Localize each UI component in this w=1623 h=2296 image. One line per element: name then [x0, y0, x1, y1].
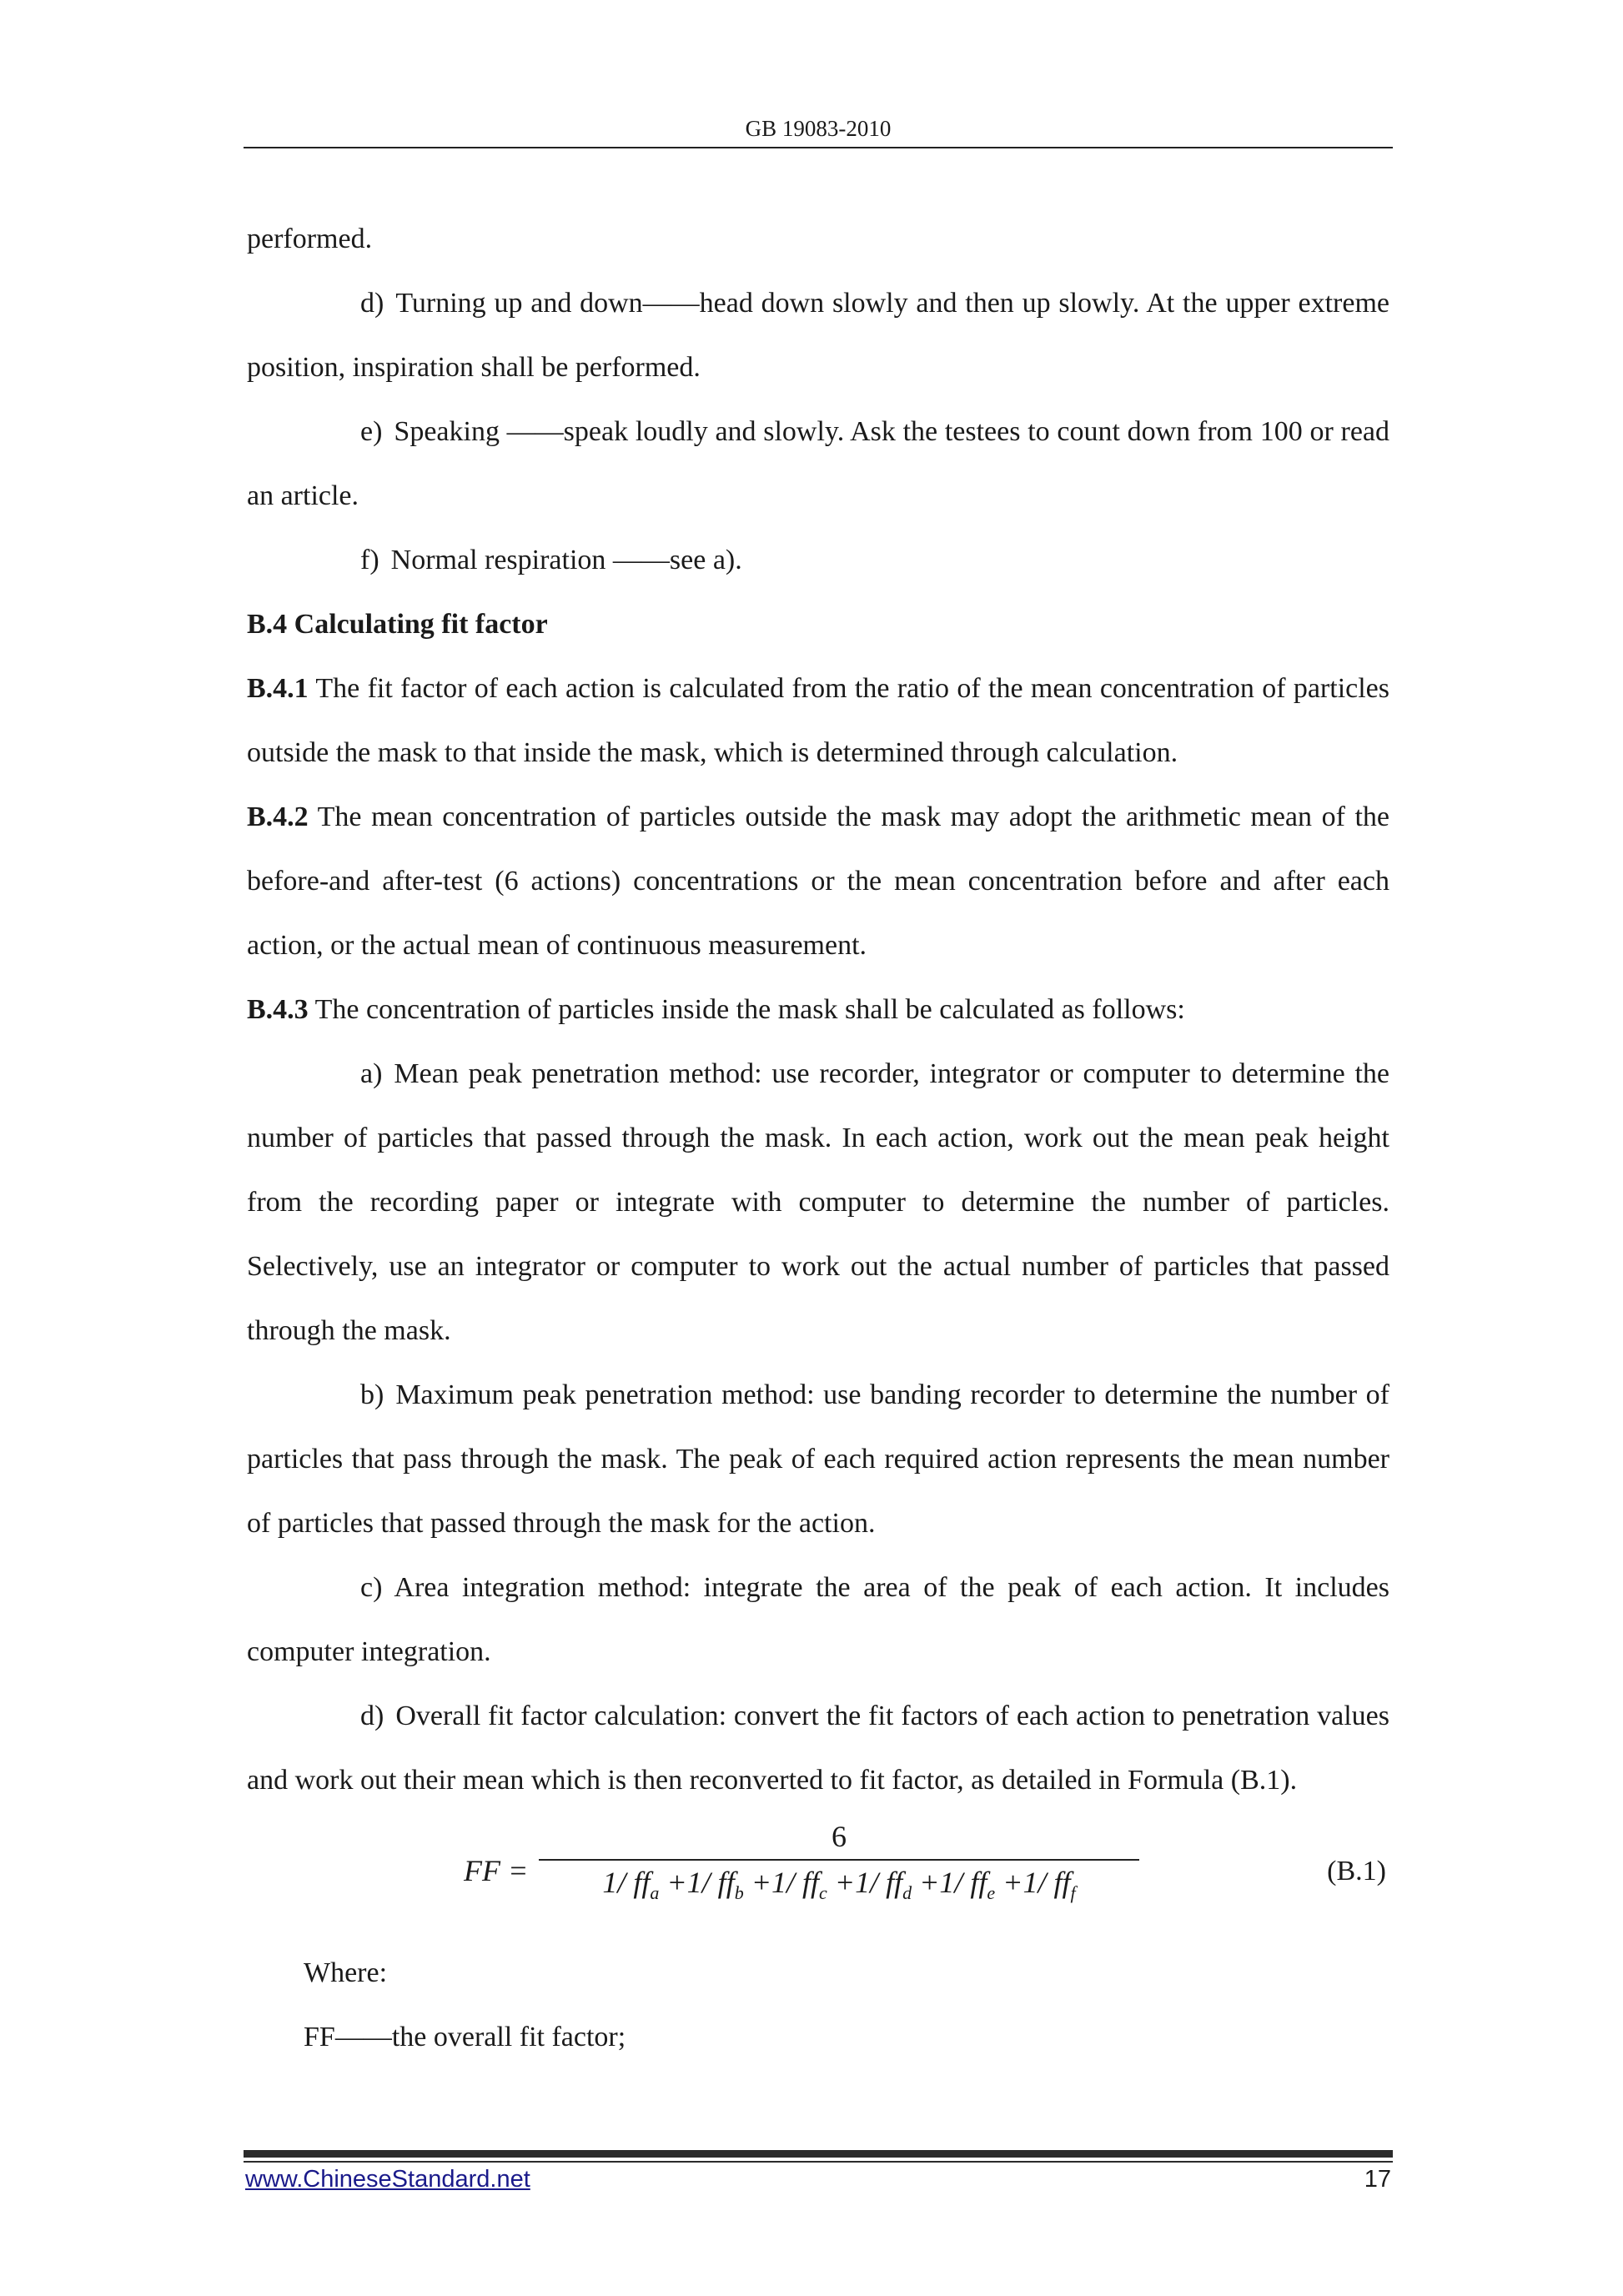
- list-text: Area integration method: integrate the area of the peak of each action. It includes computer integration.: [247, 1572, 1389, 1667]
- list-text: Maximum peak penetration method: use banding recorder to determine the number of particles that pass through the mask. The peak of each required action represents the mean number of particles that passed through the mask for the action.: [247, 1379, 1389, 1539]
- term-base: +1/ ff: [912, 1866, 987, 1899]
- list-item-c-area: [247, 1555, 1389, 1684]
- clause-number: B.4.2: [247, 801, 309, 832]
- document-code-header: GB 19083-2010: [745, 116, 892, 141]
- footer-divider-thick: [244, 2150, 1393, 2158]
- list-label: a): [360, 1058, 383, 1089]
- clause-b42: [247, 785, 1389, 977]
- term-subscript: b: [734, 1882, 744, 1904]
- list-label: c): [360, 1572, 383, 1603]
- term-subscript: a: [650, 1882, 660, 1904]
- formula-term: [995, 1866, 1076, 1904]
- header-divider: [244, 147, 1393, 148]
- list-label: f): [360, 545, 379, 575]
- list-text: Normal respiration ——see a).: [390, 545, 742, 575]
- continued-paragraph: performed.: [247, 224, 373, 254]
- formula-term: [912, 1866, 996, 1904]
- formula-term: [602, 1866, 660, 1904]
- fraction-bar: [539, 1859, 1139, 1861]
- list-item-a-mean-peak: [247, 1042, 1389, 1363]
- list-item-b-max-peak: [247, 1363, 1389, 1555]
- list-label: e): [360, 416, 383, 447]
- list-text: Overall fit factor calculation: convert the fit factors of each action to penetration values and work out their mean which is then reconverted to fit factor, as detailed in Formula (B.1).: [247, 1701, 1389, 1796]
- list-item-f-respiration: [247, 528, 1389, 592]
- term-base: 1/ ff: [602, 1866, 651, 1899]
- clause-number: B.4.3: [247, 994, 309, 1025]
- clause-number: B.4.1: [247, 673, 309, 704]
- list-item-d-turning: [247, 271, 1389, 399]
- list-label: d): [360, 1701, 384, 1731]
- website-link[interactable]: www.ChineseStandard.net: [245, 2166, 530, 2193]
- clause-b43: [247, 977, 1389, 1042]
- formula-fraction: [539, 1816, 1139, 1912]
- formula-label: (B.1): [1327, 1856, 1386, 1887]
- page-body: [247, 207, 1389, 2069]
- clause-text: The mean concentration of particles outside the mask may adopt the arithmetic mean of the before-and after-test (6 actions) concentrations or the mean concentration before and after each action, or the actual mean of continuous measurement.: [247, 801, 1389, 961]
- list-label: d): [360, 288, 384, 319]
- term-subscript: f: [1070, 1882, 1076, 1904]
- ff-definition: FF——the overall fit factor;: [304, 2022, 626, 2052]
- formula-b1: [247, 1816, 1389, 1941]
- term-base: +1/ ff: [995, 1866, 1071, 1899]
- footer-divider-thin: [244, 2161, 1393, 2163]
- clause-text: The fit factor of each action is calculated from the ratio of the mean concentration of particles outside the mask to that inside the mask, which is determined through calculation.: [247, 673, 1390, 768]
- formula-numerator: 6: [832, 1820, 847, 1853]
- formula-term: [827, 1866, 912, 1904]
- formula-lhs: FF =: [464, 1854, 529, 1887]
- list-item-e-speaking: [247, 399, 1389, 528]
- list-item-d-overall: [247, 1684, 1389, 1812]
- clause-b41: [247, 656, 1389, 785]
- list-text: Turning up and down——head down slowly and then up slowly. At the upper extreme position, inspiration shall be performed.: [247, 288, 1389, 383]
- term-subscript: e: [987, 1882, 996, 1904]
- formula-term: [659, 1866, 744, 1904]
- section-heading-b4: B.4 Calculating fit factor: [247, 609, 548, 640]
- where-label: Where:: [304, 1957, 388, 1988]
- clause-text: The concentration of particles inside the mask shall be calculated as follows:: [314, 994, 1185, 1025]
- term-subscript: d: [902, 1882, 912, 1904]
- list-text: Mean peak penetration method: use recorder, integrator or computer to determine the number of particles that passed through the mask. In each action, work out the mean peak height from the recording paper or integrate with computer to determine the number of particles. Selectively, use an integrator or computer to work out the actual number of particles that passed through the mask.: [247, 1058, 1389, 1346]
- formula-denominator: [539, 1864, 1139, 1912]
- list-text: Speaking ——speak loudly and slowly. Ask the testees to count down from 100 or read an article.: [247, 416, 1389, 511]
- list-label: b): [360, 1379, 384, 1410]
- term-subscript: c: [819, 1882, 827, 1904]
- term-base: +1/ ff: [827, 1866, 903, 1899]
- term-base: +1/ ff: [659, 1866, 735, 1899]
- page-number: 17: [1364, 2166, 1391, 2193]
- term-base: +1/ ff: [743, 1866, 820, 1899]
- formula-term: [743, 1866, 827, 1904]
